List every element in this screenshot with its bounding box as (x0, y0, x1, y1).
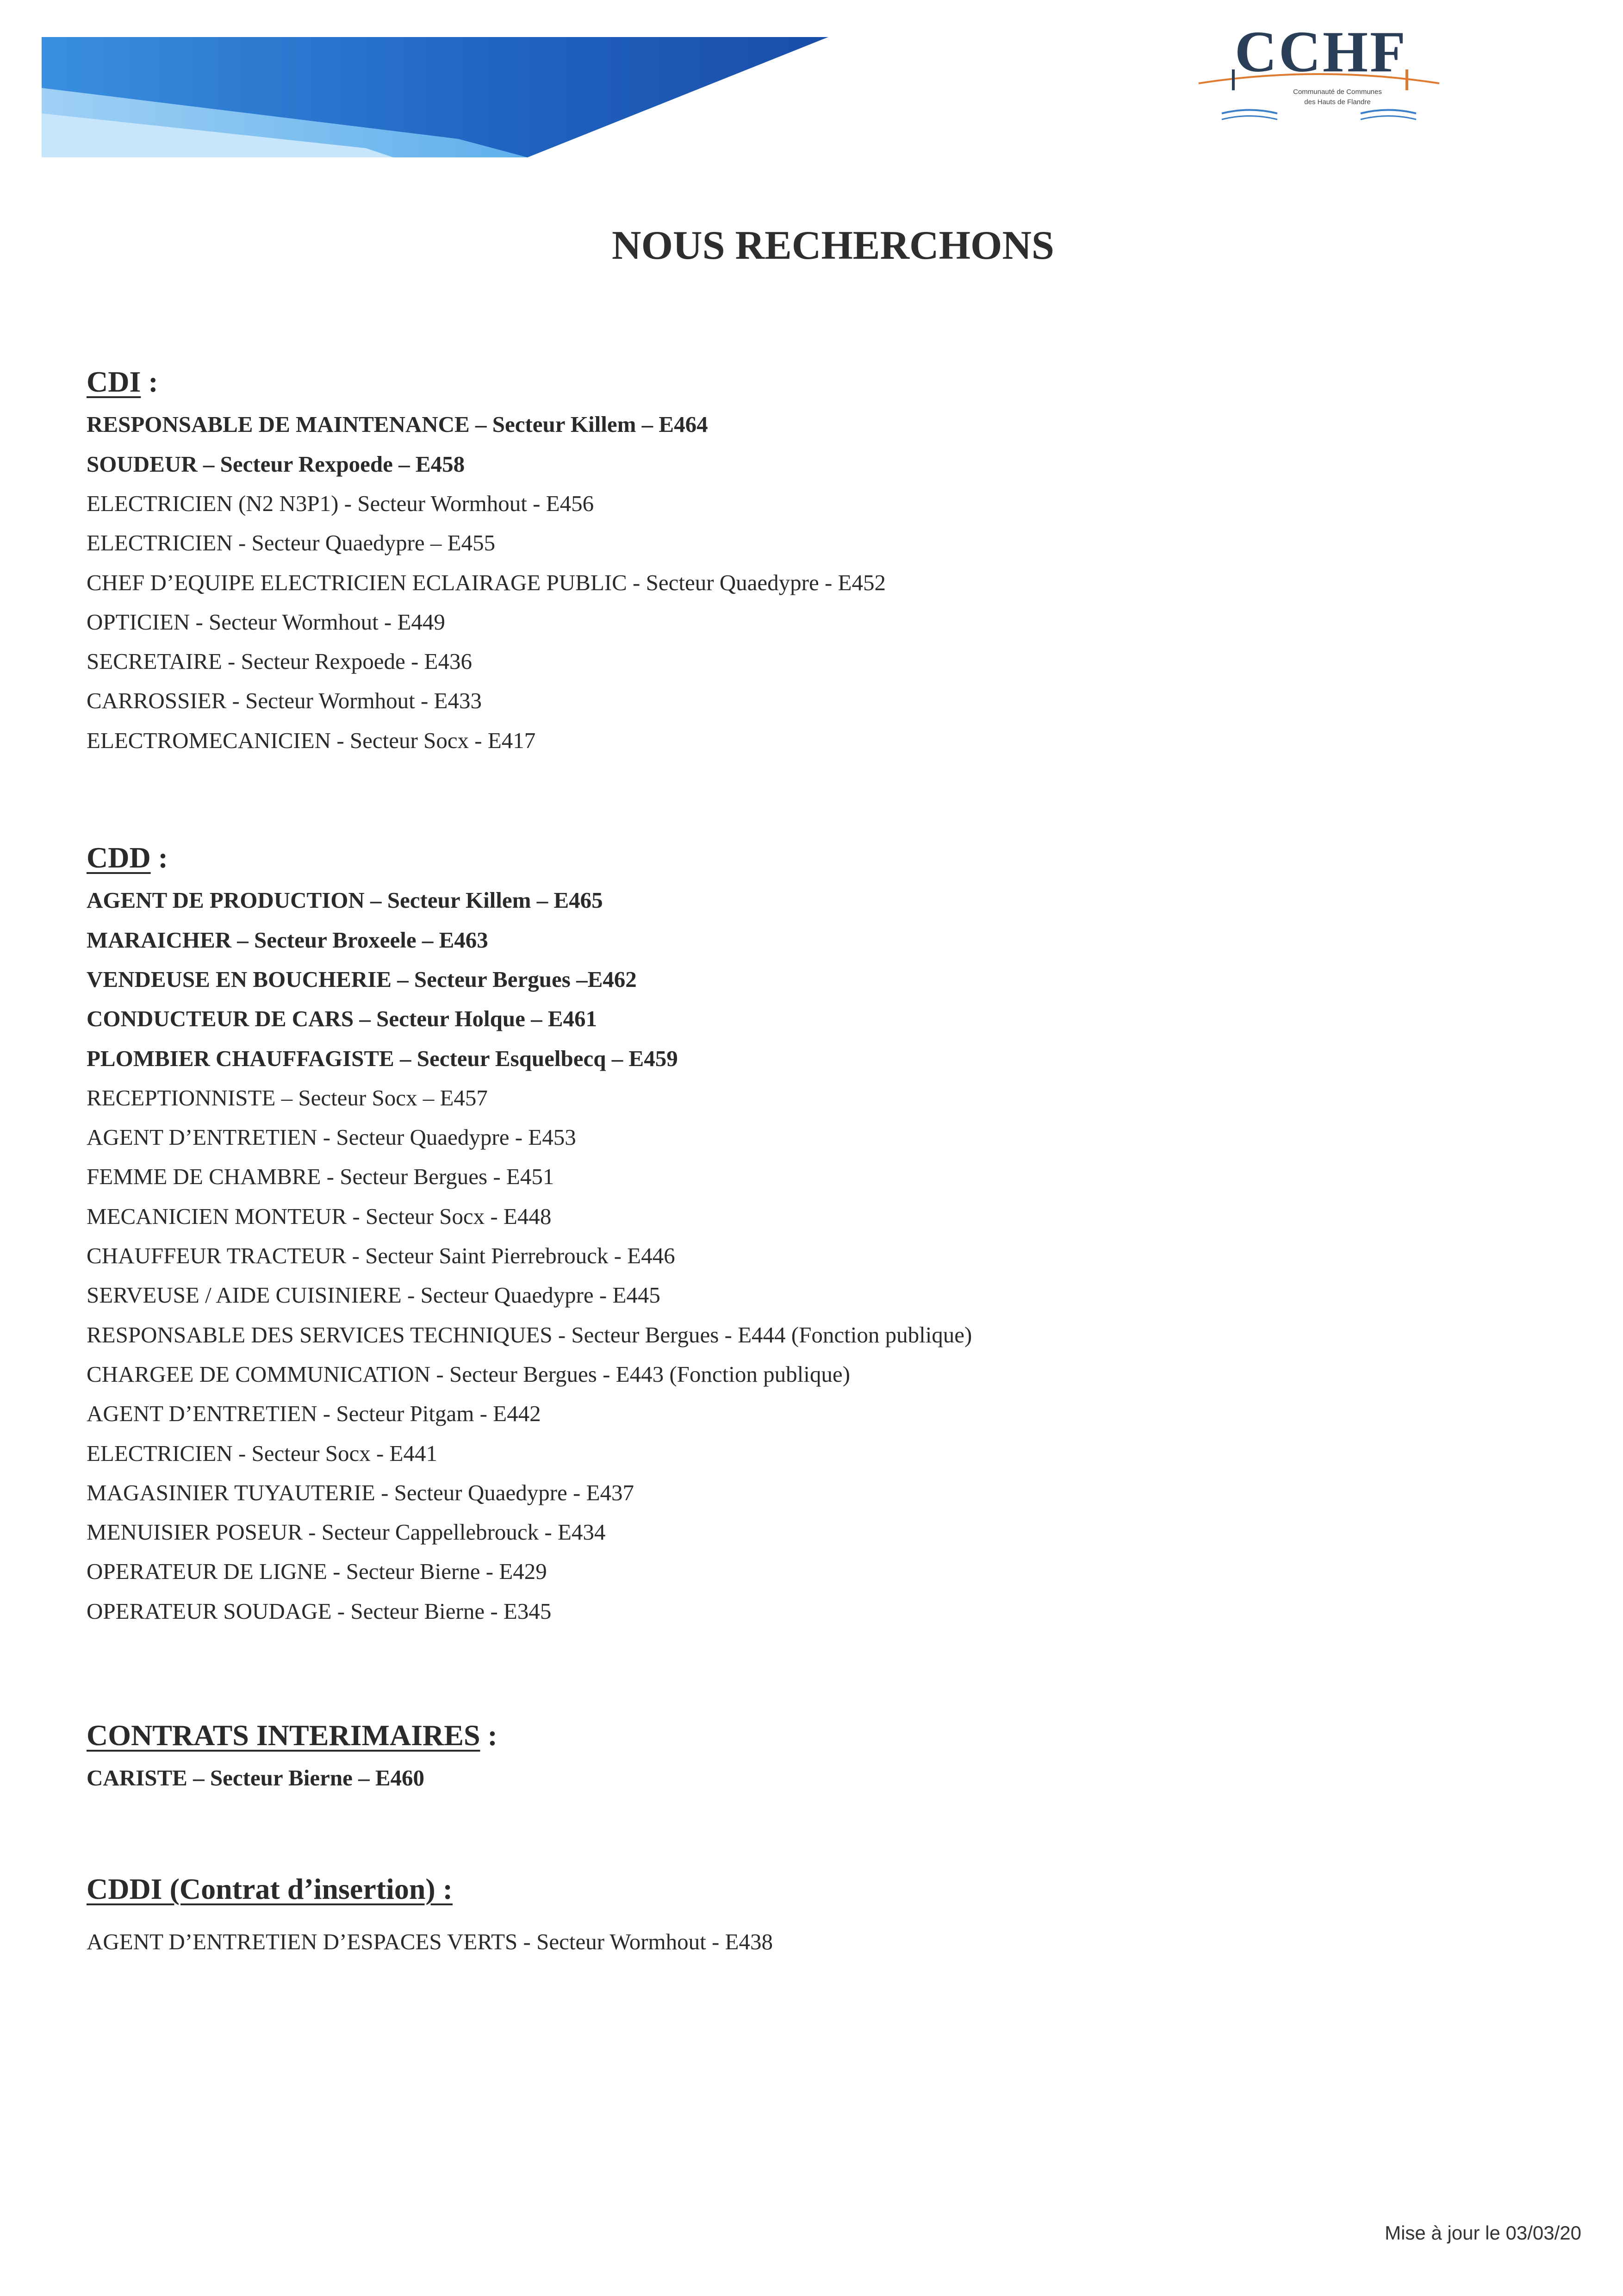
job-listing: CHARGEE DE COMMUNICATION - Secteur Bergues - E443 (Fonction publique) (87, 1361, 850, 1387)
section-heading-interim (87, 1719, 497, 1752)
job-listing: ELECTRICIEN - Secteur Quaedypre – E455 (87, 530, 496, 556)
job-listing: AGENT D’ENTRETIEN - Secteur Quaedypre - E453 (87, 1124, 576, 1150)
job-listing: AGENT DE PRODUCTION – Secteur Killem – E465 (87, 887, 603, 913)
job-listing: ELECTROMECANICIEN - Secteur Socx - E417 (87, 727, 536, 753)
section-heading-cddi-label: CDDI (Contrat d’insertion) : (87, 1872, 453, 1905)
job-listing: VENDEUSE EN BOUCHERIE – Secteur Bergues –E462 (87, 966, 637, 992)
job-listing: CHEF D’EQUIPE ELECTRICIEN ECLAIRAGE PUBLIC - Secteur Quaedypre - E452 (87, 569, 886, 595)
logo-wordmark: CCHF (1235, 20, 1407, 84)
job-list-cdd (87, 880, 972, 1631)
job-listing: MAGASINIER TUYAUTERIE - Secteur Quaedypre - E437 (87, 1479, 634, 1505)
cchf-logo (1194, 20, 1444, 134)
job-listing: ELECTRICIEN - Secteur Socx - E441 (87, 1440, 437, 1466)
section-heading-cddi (87, 1873, 773, 1905)
job-list-cddi (87, 1922, 773, 1961)
section-heading-interim-suffix: : (480, 1719, 497, 1752)
logo-subtitle-line-2: des Hauts de Flandre (1304, 98, 1371, 106)
section-heading-cdd-label: CDD (87, 841, 151, 874)
job-listing: MECANICIEN MONTEUR - Secteur Socx - E448 (87, 1203, 552, 1229)
page-title: NOUS RECHERCHONS (612, 223, 1054, 268)
job-listing: RESPONSABLE DES SERVICES TECHNIQUES - Secteur Bergues - E444 (Fonction publique) (87, 1322, 972, 1348)
job-listing: RESPONSABLE DE MAINTENANCE – Secteur Killem – E464 (87, 412, 708, 437)
job-listing: AGENT D’ENTRETIEN - Secteur Pitgam - E442 (87, 1401, 541, 1427)
last-updated-note: Mise à jour le 03/03/20 (1385, 2222, 1581, 2244)
section-cdi (87, 366, 886, 760)
job-listing: SECRETAIRE - Secteur Rexpoede - E436 (87, 649, 472, 674)
logo-subtitle-line-1: Communauté de Communes (1293, 88, 1382, 96)
job-listing: CARISTE – Secteur Bierne – E460 (87, 1765, 424, 1791)
job-listing: SERVEUSE / AIDE CUISINIERE - Secteur Quaedypre - E445 (87, 1282, 660, 1308)
job-listing: FEMME DE CHAMBRE - Secteur Bergues - E451 (87, 1164, 554, 1190)
job-listing: CARROSSIER - Secteur Wormhout - E433 (87, 688, 482, 714)
section-cdd (87, 842, 972, 1631)
section-heading-cdi (87, 366, 886, 398)
job-listing: PLOMBIER CHAUFFAGISTE – Secteur Esquelbecq – E459 (87, 1045, 678, 1071)
section-cddi (87, 1873, 773, 1962)
section-heading-cdi-suffix: : (141, 365, 158, 398)
section-heading-interim-label: CONTRATS INTERIMAIRES (87, 1719, 480, 1752)
job-listing: CONDUCTEUR DE CARS – Secteur Holque – E461 (87, 1006, 597, 1032)
job-listing: MARAICHER – Secteur Broxeele – E463 (87, 927, 488, 953)
job-listing: CHAUFFEUR TRACTEUR - Secteur Saint Pierrebrouck - E446 (87, 1243, 675, 1269)
job-listing: SOUDEUR – Secteur Rexpoede – E458 (87, 451, 465, 477)
job-listing: OPERATEUR DE LIGNE - Secteur Bierne - E429 (87, 1559, 547, 1585)
section-heading-cdi-label: CDI (87, 365, 141, 398)
section-heading-cdd (87, 842, 972, 874)
job-listing: RECEPTIONNISTE – Secteur Socx – E457 (87, 1085, 488, 1111)
section-heading-cdd-suffix: : (150, 841, 168, 874)
job-list-interim (87, 1758, 497, 1797)
header-banner-graphic (42, 32, 838, 157)
job-listing: OPERATEUR SOUDAGE - Secteur Bierne - E345 (87, 1598, 552, 1624)
job-listing: MENUISIER POSEUR - Secteur Cappellebrouck - E434 (87, 1519, 606, 1545)
job-listing: AGENT D’ENTRETIEN D’ESPACES VERTS - Secteur Wormhout - E438 (87, 1929, 773, 1955)
job-list-cdi (87, 405, 886, 760)
job-listing: ELECTRICIEN (N2 N3P1) - Secteur Wormhout - E456 (87, 490, 594, 516)
job-listing: OPTICIEN - Secteur Wormhout - E449 (87, 609, 445, 635)
section-interim (87, 1719, 497, 1798)
